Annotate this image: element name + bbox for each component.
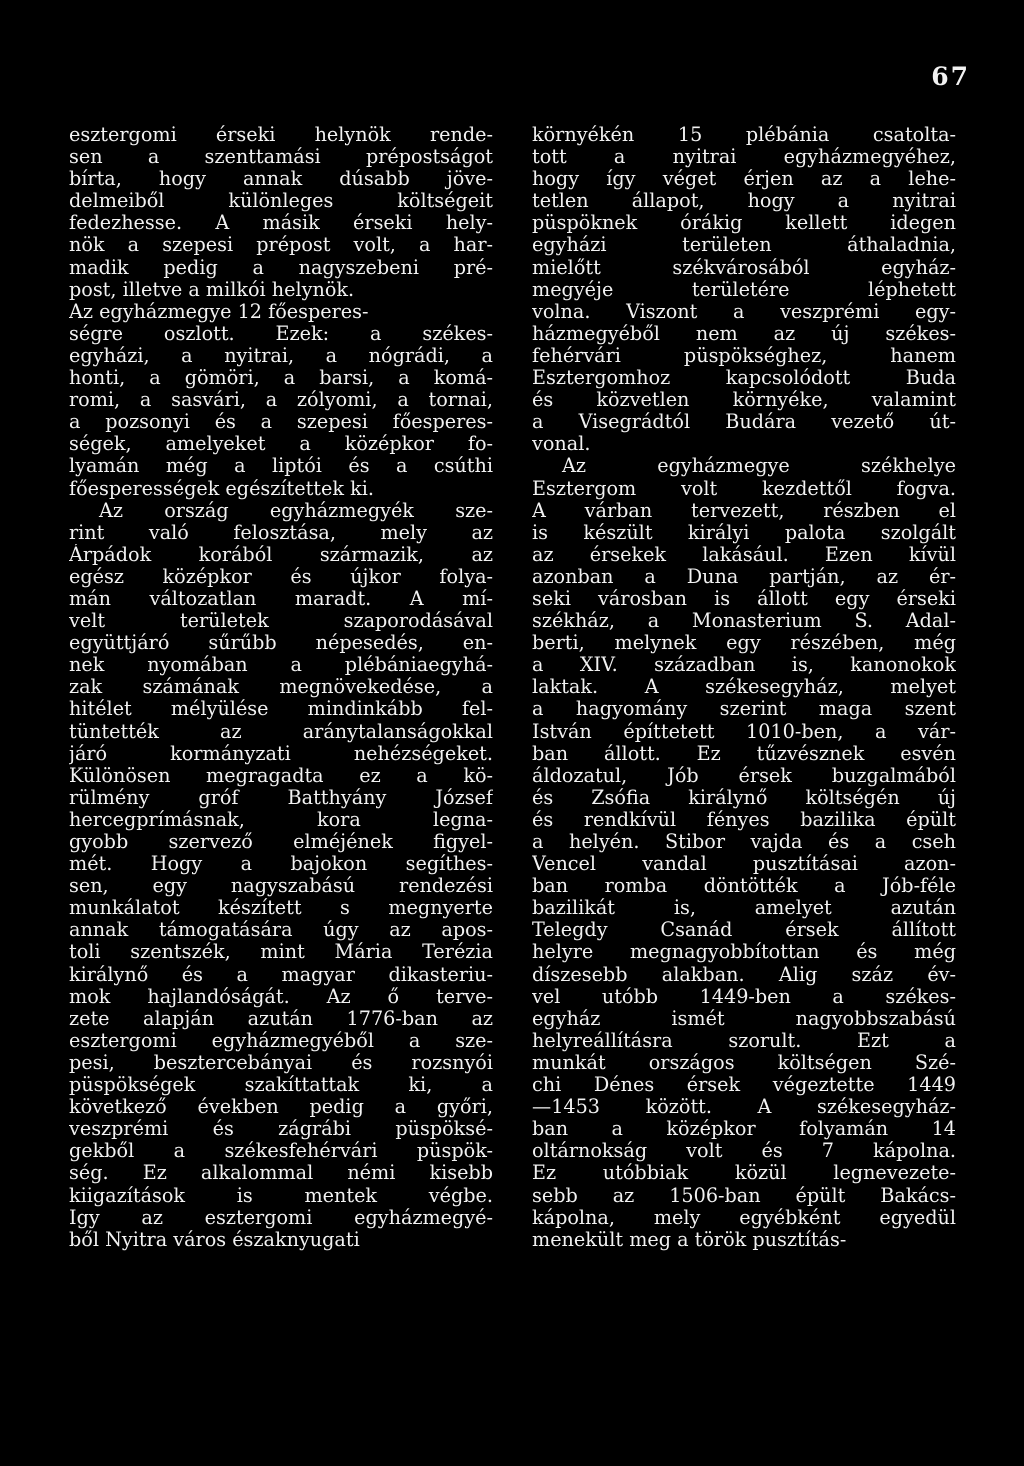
left-column-line: pesi, besztercebányai és rozsnyói xyxy=(69,1051,493,1074)
left-column-line: ből Nyitra város északnyugati xyxy=(69,1228,360,1251)
left-column-line: fedezhesse. A másik érseki hely- xyxy=(69,212,493,235)
left-column-line: zete alapján azután 1776-ban az xyxy=(69,1007,493,1030)
right-column-line: laktak. A székesegyház, melyet xyxy=(532,676,956,699)
left-column-line: mán változatlan maradt. A mí- xyxy=(69,587,493,610)
left-column-line: ség. Ez alkalommal némi kisebb xyxy=(69,1162,493,1185)
right-column-line: a hagyomány szerint maga szent xyxy=(532,698,956,721)
left-column-line: lyamán még a liptói és a csúthi xyxy=(69,455,493,478)
right-column-line: chi Dénes érsek végeztette 1449 xyxy=(532,1074,956,1097)
left-column-line: együttjáró sűrűbb népesedés, en- xyxy=(69,632,493,655)
left-column-line: mok hajlandóságát. Az ő terve- xyxy=(69,985,493,1008)
right-column-line: —1453 között. A székesegyház- xyxy=(532,1096,956,1119)
left-column-line: főesperességek egészítettek ki. xyxy=(69,477,374,500)
right-column-line: és rendkívül fényes bazilika épült xyxy=(532,808,956,831)
right-column-line: fehérvári püspökséghez, hanem xyxy=(532,344,956,367)
left-column-line: esztergomi egyházmegyéből a sze- xyxy=(69,1029,493,1052)
right-column-line: egyházi területen áthaladnia, xyxy=(532,234,956,257)
right-column-line: Esztergom volt kezdettől fogva. xyxy=(532,477,956,500)
left-column-line: gekből a székesfehérvári püspök- xyxy=(69,1140,493,1163)
right-column-line: menekült meg a török pusztítás- xyxy=(532,1228,847,1251)
left-column-line: velt területek szaporodásával xyxy=(69,610,493,633)
right-column-line: kápolna, mely egyébként egyedül xyxy=(532,1206,956,1229)
left-column xyxy=(69,124,493,1251)
left-column-line: madik pedig a nagyszebeni pré- xyxy=(69,256,493,279)
right-column-line: és közvetlen környéke, valamint xyxy=(532,389,956,412)
left-column-line: zak számának megnövekedése, a xyxy=(69,676,493,699)
left-column-line: Különösen megragadta ez a kö- xyxy=(69,764,493,787)
right-column-line: vonal. xyxy=(532,433,591,456)
left-column-line: hercegprímásnak, kora legna- xyxy=(69,808,493,831)
right-column-line: környékén 15 plébánia csatolta- xyxy=(532,124,956,146)
right-column-line: seki városban is állott egy érseki xyxy=(532,587,956,610)
right-column-line: a XIV. században is, kanonokok xyxy=(532,654,956,677)
left-column-line: honti, a gömöri, a barsi, a komá- xyxy=(69,367,493,390)
left-column-line: hitélet mélyülése mindinkább fel- xyxy=(69,698,493,721)
right-column-line: oltárnokság volt és 7 kápolna. xyxy=(532,1140,956,1163)
left-column-line: Az egyházmegye 12 főesperes- xyxy=(69,300,369,323)
right-column-line: is készült királyi palota szolgált xyxy=(532,521,956,544)
right-column-line: azonban a Duna partján, az ér- xyxy=(532,565,956,588)
left-column-line: annak támogatására úgy az apos- xyxy=(69,919,493,942)
left-column-line: tüntették az aránytalanságokkal xyxy=(69,720,493,743)
left-column-line: járó kormányzati nehézségeket. xyxy=(69,742,493,765)
left-column-line: veszprémi és zágrábi püspöksé- xyxy=(69,1118,493,1141)
left-column-line: bírta, hogy annak dúsabb jöve- xyxy=(69,168,493,191)
left-column-line: munkálatot készített s megnyerte xyxy=(69,897,493,920)
right-column-line: helyreállításra szorult. Ezt a xyxy=(532,1029,956,1052)
right-column-line: Esztergomhoz kapcsolódott Buda xyxy=(532,367,956,390)
left-column-line: püspökségek szakíttattak ki, a xyxy=(69,1074,493,1097)
right-column xyxy=(532,124,956,1251)
left-column-line: Az ország egyházmegyék sze- xyxy=(99,499,493,522)
right-column-line: ban állott. Ez tűzvésznek esvén xyxy=(532,742,956,765)
right-column-line: tetlen állapot, hogy a nyitrai xyxy=(532,190,956,213)
right-column-line: munkát országos költségen Szé- xyxy=(532,1051,956,1074)
left-column-line: gyobb szervező elméjének figyel- xyxy=(69,831,493,853)
left-column-line: egyházi, a nyitrai, a nógrádi, a xyxy=(69,344,493,367)
left-column-line: nek nyomában a plébániaegyhá- xyxy=(69,654,493,677)
left-column-line: kiigazítások is mentek végbe. xyxy=(69,1184,493,1207)
right-column-line: István építtetett 1010-ben, a vár- xyxy=(532,720,956,743)
left-column-line: romi, a sasvári, a zólyomi, a tornai, xyxy=(69,389,493,412)
right-column-line: megyéje területére léphetett xyxy=(532,278,956,301)
left-column-line: következő években pedig a győri, xyxy=(69,1096,493,1119)
right-column-line: Telegdy Csanád érsek állított xyxy=(532,919,956,942)
right-column-line: egyház ismét nagyobbszabású xyxy=(532,1007,956,1030)
right-column-line: az érsekek lakásául. Ezen kívül xyxy=(532,543,956,566)
left-column-line: rülmény gróf Batthyány József xyxy=(69,786,493,809)
right-column-line: bazilikát is, amelyet azután xyxy=(532,897,956,920)
left-column-line: ségre oszlott. Ezek: a székes- xyxy=(69,322,493,345)
right-column-line: püspöknek órákig kellett idegen xyxy=(532,212,956,235)
left-column-line: Árpádok korából származik, az xyxy=(69,543,493,566)
left-column-line: mét. Hogy a bajokon segíthes- xyxy=(69,853,493,876)
right-column-line: székház, a Monasterium S. Adal- xyxy=(532,610,956,633)
right-column-line: áldozatul, Jób érsek buzgalmából xyxy=(532,764,956,787)
left-column-line: Igy az esztergomi egyházmegyé- xyxy=(69,1206,493,1229)
page-number: 67 xyxy=(931,62,970,91)
right-column-line: díszesebb alakban. Alig száz év- xyxy=(532,963,956,986)
right-column-line: házmegyéből nem az új székes- xyxy=(532,322,956,345)
right-column-line: mielőtt székvárosából egyház- xyxy=(532,256,956,279)
left-column-line: sen, egy nagyszabású rendezési xyxy=(69,875,493,898)
left-column-line: sen a szenttamási prépostságot xyxy=(69,146,493,169)
left-column-line: ségek, amelyeket a középkor fo- xyxy=(69,433,493,456)
right-column-line: tott a nyitrai egyházmegyéhez, xyxy=(532,146,956,169)
right-column-line: ban romba döntötték a Jób-féle xyxy=(532,875,956,898)
left-column-line: nök a szepesi prépost volt, a har- xyxy=(69,234,493,257)
left-column-line: királynő és a magyar dikasteriu- xyxy=(69,963,493,986)
left-column-line: egész középkor és újkor folya- xyxy=(69,565,493,588)
right-column-line: Ez utóbbiak közül legnevezete- xyxy=(532,1162,956,1185)
left-column-line: delmeiből különleges költségeit xyxy=(69,190,493,213)
right-column-line: sebb az 1506-ban épült Bakács- xyxy=(532,1184,956,1207)
right-column-line: helyre megnagyobbítottan és még xyxy=(532,941,956,964)
left-column-line: toli szentszék, mint Mária Terézia xyxy=(69,941,493,964)
right-column-line: és Zsófia királynő költségén új xyxy=(532,786,956,809)
left-column-line: rint való felosztása, mely az xyxy=(69,521,493,544)
right-column-line: volna. Viszont a veszprémi egy- xyxy=(532,300,956,323)
right-column-line: berti, melynek egy részében, még xyxy=(532,632,956,655)
right-column-line: hogy így véget érjen az a lehe- xyxy=(532,168,956,191)
left-column-line: a pozsonyi és a szepesi főesperes- xyxy=(69,411,493,434)
right-column-line: a helyén. Stibor vajda és a cseh xyxy=(532,831,956,853)
right-column-line: a Visegrádtól Budára vezető út- xyxy=(532,411,956,434)
left-column-line: esztergomi érseki helynök rende- xyxy=(69,124,493,146)
right-column-line: Vencel vandal pusztításai azon- xyxy=(532,853,956,876)
right-column-line: ban a középkor folyamán 14 xyxy=(532,1118,956,1141)
right-column-line: vel utóbb 1449-ben a székes- xyxy=(532,985,956,1008)
right-column-line: A várban tervezett, részben el xyxy=(532,499,956,522)
right-column-line: Az egyházmegye székhelye xyxy=(562,455,956,478)
left-column-line: post, illetve a milkói helynök. xyxy=(69,278,355,301)
